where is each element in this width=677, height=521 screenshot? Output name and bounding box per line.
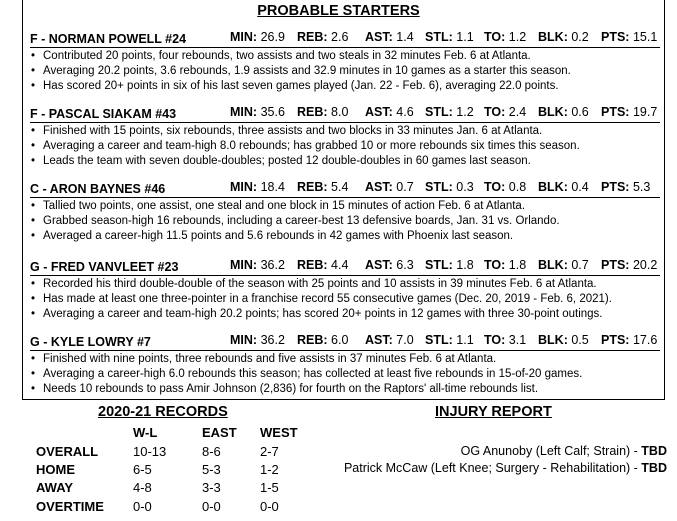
stat-value: 3.1 [508,333,527,347]
stat-label: BLK: [538,258,568,272]
stat-value: 4.4 [331,258,349,272]
player-stat [425,105,474,119]
player-stat [425,333,474,347]
stat-value: 0.5 [571,333,589,347]
stat-label: AST: [365,258,393,272]
records-row-label: OVERTIME [36,499,104,514]
stat-value: 2.4 [508,105,527,119]
stat-label: PTS: [601,258,630,272]
stat-value: 26.9 [260,30,285,44]
stat-value: 0.6 [571,105,589,119]
stat-value: 6.3 [396,258,414,272]
player-name: F - PASCAL SIAKAM #43 [30,107,177,121]
player-stat [538,30,589,44]
stat-value: 0.8 [508,180,527,194]
stat-value: 18.4 [260,180,285,194]
player-name: C - ARON BAYNES #46 [30,182,166,196]
records-cell: 1-5 [260,480,279,495]
stat-label: TO: [484,333,506,347]
player-stat [230,105,285,119]
stat-value: 0.2 [571,30,589,44]
player-note: • Finished with 15 points, six rebounds, three assists and two blocks in 33 minutes Jan. 6 at Atlanta. [30,124,660,139]
player-notes [30,199,660,244]
player-block [30,333,660,397]
player-note: • Recorded his third double-double of the season with 25 points and 10 assists in 39 minutes Feb. 6 at Atlanta. [30,277,660,292]
player-note: • Has scored 20+ points in six of his last seven games played (Jan. 22 - Feb. 6), averaging 22.0 points. [30,79,660,94]
stat-label: STL: [425,105,453,119]
records-cell: 3-3 [202,480,221,495]
stat-label: REB: [297,180,328,194]
injury-status: TBD [641,461,667,475]
player-note: • Averaged a career-high 11.5 points and 5.6 rebounds in 42 games with Phoenix last season. [30,229,660,244]
player-stat [484,180,526,194]
stat-label: REB: [297,30,328,44]
player-notes [30,277,660,322]
stat-value: 1.2 [508,30,527,44]
player-stat [484,105,526,119]
stat-value: 20.2 [632,258,658,272]
player-stat [538,105,589,119]
records-cell: 0-0 [133,499,152,514]
stat-value: 0.7 [396,180,414,194]
player-note: • Averaging 20.2 points, 3.6 rebounds, 1.9 assists and 32.9 minutes in 10 games as a starter this season. [30,64,660,79]
player-note: • Needs 10 rebounds to pass Amir Johnson (2,836) for fourth on the Raptors' all-time rebounds list. [30,382,660,397]
stat-value: 0.4 [571,180,589,194]
player-stat [230,258,285,272]
player-stat [601,333,657,347]
player-note: • Averaging a career-high 6.0 rebounds this season; has collected at least five rebounds in 15-of-20 games. [30,367,660,382]
stat-label: BLK: [538,30,568,44]
stat-value: 4.6 [396,105,414,119]
records-cell: 1-2 [260,462,279,477]
player-note: • Has made at least one three-pointer in a franchise record 55 consecutive games (Dec. 20, 2019 - Feb. 6, 2021). [30,292,660,307]
player-name: G - FRED VANVLEET #23 [30,260,179,274]
player-note: • Averaging a career and team-high 20.2 points; has scored 20+ points in 12 games with three 30-point outings. [30,307,660,322]
stat-label: AST: [365,333,393,347]
stat-label: TO: [484,30,506,44]
player-block [30,105,660,169]
records-row-label: HOME [36,462,75,477]
stat-label: STL: [425,180,453,194]
stat-value: 1.8 [456,258,474,272]
player-stat [425,30,474,44]
stat-label: PTS: [601,30,630,44]
records-cell: 5-3 [202,462,221,477]
player-stat [365,180,414,194]
player-stat [601,105,657,119]
stat-value: 1.4 [396,30,414,44]
stat-label: BLK: [538,105,568,119]
player-stat [484,258,526,272]
records-cell: 8-6 [202,444,221,459]
player-stat [425,180,474,194]
stat-label: BLK: [538,180,568,194]
stat-label: STL: [425,258,453,272]
player-stat [538,180,589,194]
stat-value: 1.1 [456,30,474,44]
player-stat [365,105,414,119]
player-stat [297,30,348,44]
records-cell: 6-5 [133,462,152,477]
player-stat [297,105,348,119]
stat-value: 17.6 [632,333,658,347]
section-title-probable-starters: PROBABLE STARTERS [257,3,420,19]
records-column-header: WEST [260,425,298,440]
player-stat [297,258,348,272]
stat-value: 6.0 [331,333,349,347]
stat-label: PTS: [601,105,630,119]
player-stat [365,333,414,347]
injury-description: Patrick McCaw (Left Knee; Surgery - Rehabilitation) - [343,461,642,475]
records-column-header: W-L [133,425,158,440]
player-stat [601,180,650,194]
player-note: • Grabbed season-high 16 rebounds, including a career-best 13 defensive boards, Jan. 31 vs. Orlando. [30,214,660,229]
records-row-label: OVERALL [36,444,99,459]
player-stat [230,180,285,194]
stat-value: 36.2 [260,258,285,272]
player-name: F - NORMAN POWELL #24 [30,32,187,46]
stat-value: 1.1 [456,333,474,347]
records-cell: 4-8 [133,480,152,495]
stat-value: 8.0 [331,105,349,119]
player-block [30,258,660,322]
player-header [30,30,660,48]
player-stat [601,30,657,44]
records-row-label: AWAY [36,480,74,495]
player-header [30,180,660,198]
injury-description: OG Anunoby (Left Calf; Strain) - [460,444,642,458]
stat-value: 2.6 [331,30,349,44]
records-cell: 0-0 [202,499,221,514]
injury-item [344,461,667,475]
injury-status: TBD [641,444,667,458]
stat-label: MIN: [230,30,258,44]
stat-label: MIN: [230,105,258,119]
player-stat [484,333,526,347]
stat-label: REB: [297,333,328,347]
stat-value: 1.8 [508,258,527,272]
records-title: 2020-21 RECORDS [98,404,228,420]
player-note: • Averaging a career and team-high 8.0 rebounds; has grabbed 10 or more rebounds six times this season. [30,139,660,154]
player-stat [297,180,348,194]
stat-value: 36.2 [260,333,285,347]
stat-label: MIN: [230,333,258,347]
player-notes [30,124,660,169]
stat-value: 5.4 [331,180,349,194]
player-stat [538,258,589,272]
stat-label: AST: [365,180,393,194]
stat-label: PTS: [601,333,630,347]
player-header [30,105,660,123]
stat-label: MIN: [230,180,258,194]
player-stat [601,258,657,272]
player-block [30,30,660,94]
stat-value: 15.1 [632,30,658,44]
player-stat [365,30,414,44]
stat-label: TO: [484,105,506,119]
stat-label: AST: [365,105,393,119]
stat-value: 0.7 [571,258,589,272]
stat-label: STL: [425,333,453,347]
stat-value: 1.2 [456,105,474,119]
stat-label: REB: [297,105,328,119]
injury-item [461,444,667,458]
player-block [30,180,660,244]
player-note: • Finished with nine points, three rebounds and five assists in 37 minutes Feb. 6 at Atlanta. [30,352,660,367]
records-cell: 0-0 [260,499,279,514]
player-notes [30,49,660,94]
player-notes [30,352,660,397]
player-header [30,333,660,351]
stat-label: TO: [484,258,506,272]
stat-label: AST: [365,30,393,44]
stat-value: 5.3 [632,180,651,194]
player-stat [230,333,285,347]
player-stat [365,258,414,272]
stat-label: PTS: [601,180,630,194]
records-cell: 2-7 [260,444,279,459]
player-stat [297,333,348,347]
player-stat [230,30,285,44]
injury-report-title: INJURY REPORT [435,404,552,420]
player-note: • Contributed 20 points, four rebounds, two assists and two steals in 32 minutes Feb. 6 at Atlanta. [30,49,660,64]
stat-label: BLK: [538,333,568,347]
player-header [30,258,660,276]
stat-value: 35.6 [260,105,285,119]
player-note: • Tallied two points, one assist, one steal and one block in 15 minutes of action Feb. 6 at Atlanta. [30,199,660,214]
player-stat [484,30,526,44]
stat-label: TO: [484,180,506,194]
stat-label: STL: [425,30,453,44]
player-note: • Leads the team with seven double-doubles; posted 12 double-doubles in 60 games last season. [30,154,660,169]
records-cell: 10-13 [133,444,167,459]
stat-label: MIN: [230,258,258,272]
stat-label: REB: [297,258,328,272]
stat-value: 0.3 [456,180,474,194]
player-name: G - KYLE LOWRY #7 [30,335,151,349]
stat-value: 19.7 [632,105,658,119]
records-column-header: EAST [202,425,237,440]
player-stat [425,258,474,272]
stat-value: 7.0 [396,333,414,347]
player-stat [538,333,589,347]
